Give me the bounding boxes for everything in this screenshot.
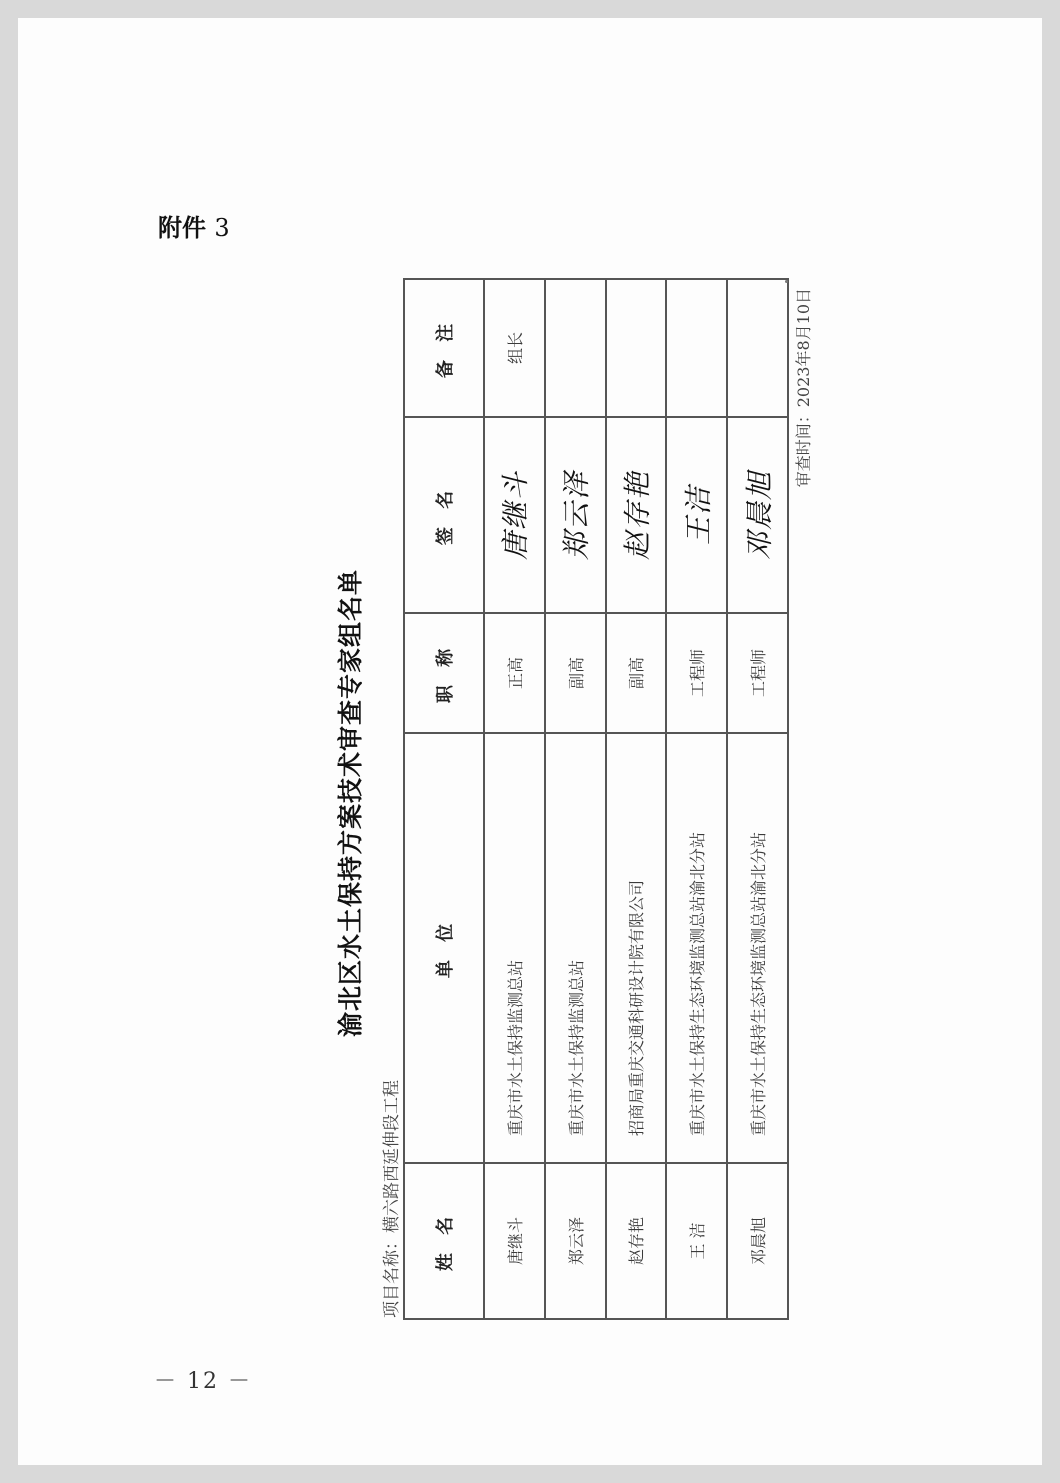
handwritten-signature: 唐继斗 [499, 470, 533, 561]
handwritten-signature: 王洁 [681, 485, 715, 546]
table-row [727, 279, 788, 1319]
cell-remark [545, 279, 606, 417]
handwritten-signature: 邓晨旭 [742, 470, 776, 561]
header-unit: 单 位 [404, 733, 484, 1163]
page-number: － 12 － [154, 1369, 252, 1394]
cell-signature [727, 417, 788, 613]
cell-unit: 重庆市水土保持生态环境监测总站渝北分站 [666, 733, 727, 1163]
expert-table [403, 278, 789, 1320]
cell-title: 工程师 [727, 613, 788, 733]
cell-signature [484, 417, 545, 613]
cell-name: 郑云泽 [545, 1163, 606, 1319]
cell-unit: 重庆市水土保持监测总站 [545, 733, 606, 1163]
cell-title: 副高 [545, 613, 606, 733]
header-remark: 备 注 [404, 279, 484, 417]
document-page [18, 18, 1042, 1465]
attachment-text: 附件 [158, 214, 206, 242]
cell-signature [545, 417, 606, 613]
rotated-expert-list-form [331, 278, 811, 1328]
cell-name: 邓晨旭 [727, 1163, 788, 1319]
cell-title: 副高 [606, 613, 667, 733]
cell-remark: 组长 [484, 279, 545, 417]
cell-remark [727, 279, 788, 417]
cell-remark [666, 279, 727, 417]
header-signature: 签 名 [404, 417, 484, 613]
cell-signature [666, 417, 727, 613]
attachment-label [158, 208, 230, 243]
handwritten-signature: 赵存艳 [620, 470, 654, 561]
table-row [545, 279, 606, 1319]
cell-title: 工程师 [666, 613, 727, 733]
project-name: 项目名称：横六路西延伸段工程 [382, 1080, 402, 1318]
handwritten-signature: 郑云泽 [560, 470, 594, 561]
cell-remark [606, 279, 667, 417]
cell-title: 正高 [484, 613, 545, 733]
cell-unit: 招商局重庆交通科研设计院有限公司 [606, 733, 667, 1163]
table-row [606, 279, 667, 1319]
table-row [666, 279, 727, 1319]
form-title: 渝北区水土保持方案技术审查专家组名单 [336, 569, 365, 1038]
header-title: 职 称 [404, 613, 484, 733]
cell-signature [606, 417, 667, 613]
attachment-number: 3 [214, 214, 230, 242]
cell-name: 王 洁 [666, 1163, 727, 1319]
cell-unit: 重庆市水土保持生态环境监测总站渝北分站 [727, 733, 788, 1163]
table-row [484, 279, 545, 1319]
cell-unit: 重庆市水土保持监测总站 [484, 733, 545, 1163]
scan-speck [785, 280, 788, 283]
cell-name: 赵存艳 [606, 1163, 667, 1319]
header-name: 姓 名 [404, 1163, 484, 1319]
review-time: 审查时间：2023年8月10日 [794, 288, 813, 488]
cell-name: 唐继斗 [484, 1163, 545, 1319]
table-header-row [404, 279, 484, 1319]
